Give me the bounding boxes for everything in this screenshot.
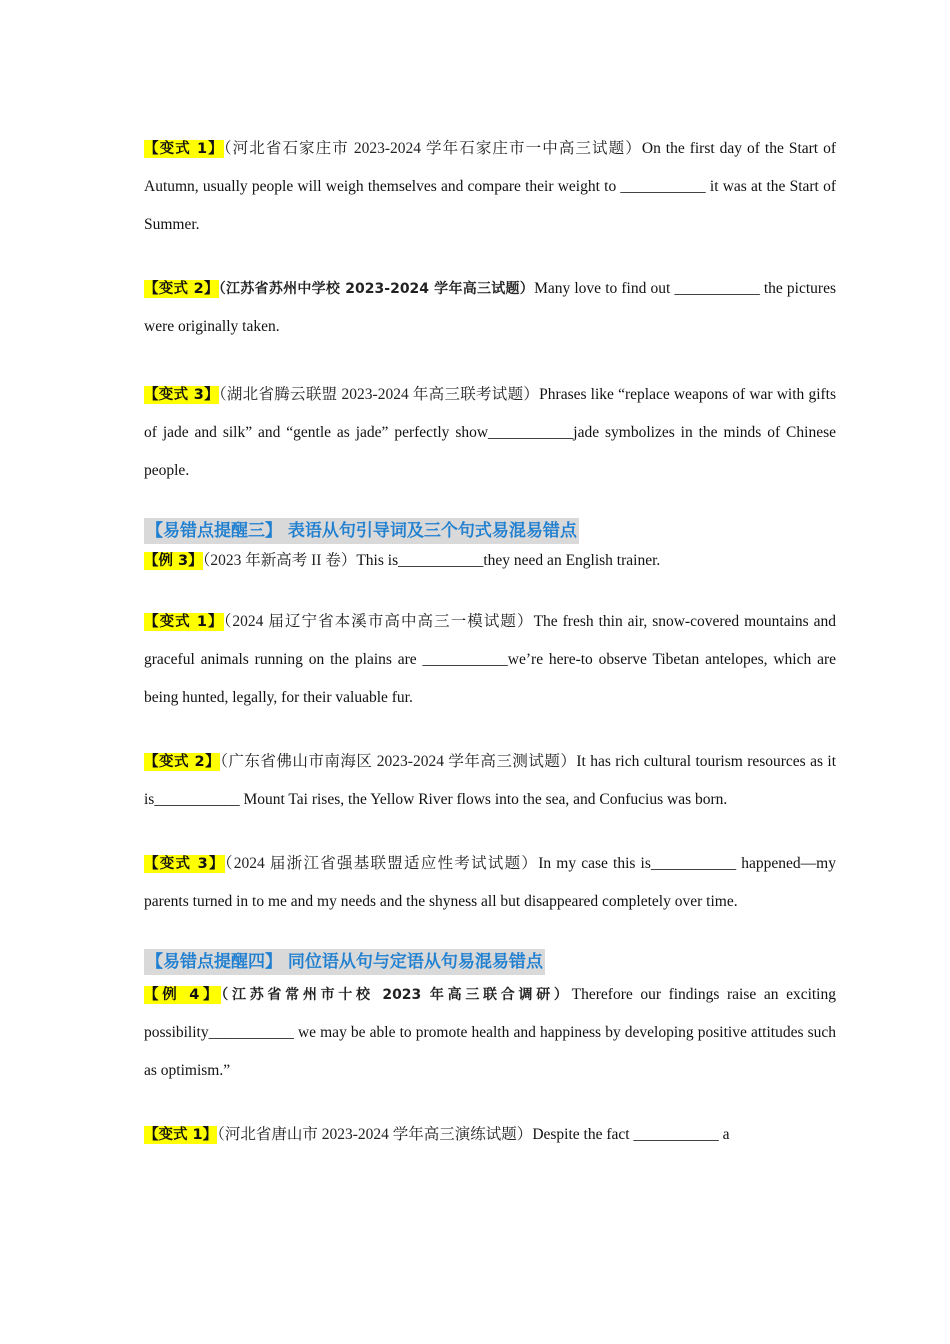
example-source: （江苏省常州市十校 2023 年高三联合调研） [221, 987, 572, 1003]
document-content [144, 130, 836, 1154]
example-text: Therefore our findings raise an exciting possibility___________ we may be able to promote health and happiness by developing positive attitudes such as optimism.” [144, 986, 836, 1079]
exercise-item [144, 845, 836, 921]
exercise-item [144, 376, 836, 490]
exercise-item [144, 743, 836, 819]
section-heading-3: 【易错点提醒三】 表语从句引导词及三个句式易混易错点 [144, 518, 579, 544]
exercise-source: （2024 届浙江省强基联盟适应性考试试题） [224, 855, 539, 872]
example-source: （2023 年新高考 II 卷） [202, 552, 357, 569]
exercise-text: The fresh thin air, snow-covered mountains and graceful animals running on the plains are ___________we’re here-to observe Tibetan antelopes, which are being hunted, legally, for their valuable fur. [144, 613, 836, 706]
exercise-source: （湖北省腾云联盟 2023-2024 年高三联考试题） [218, 386, 540, 403]
exercise-text: It has rich cultural tourism resources as it is___________ Mount Tai rises, the Yellow River flows into the sea, and Confucius was born. [144, 753, 836, 808]
example-tag: 【例 4】 [144, 987, 222, 1003]
exercise-item [144, 1116, 836, 1154]
exercise-source: （2024 届辽宁省本溪市高中高三一模试题） [223, 613, 534, 630]
example-tag: 【例 3】 [144, 553, 203, 569]
exercise-text: Despite the fact ___________ a [532, 1126, 730, 1143]
exercise-text: Phrases like “replace weapons of war with gifts of jade and silk” and “gentle as jade” perfectly show___________jade symbolizes in the minds of Chinese people. [144, 386, 837, 479]
exercise-source: （河北省唐山市 2023-2024 学年高三演练试题） [217, 1126, 533, 1143]
exercise-source: （广东省佛山市南海区 2023-2024 学年高三测试题） [220, 753, 577, 770]
exercise-source: （江苏省苏州中学校 2023-2024 学年高三试题） [218, 281, 535, 297]
exercise-tag: 【变式 3】 [144, 387, 219, 403]
section-heading-4: 【易错点提醒四】 同位语从句与定语从句易混易错点 [144, 949, 545, 975]
example-text: This is___________they need an English trainer. [356, 552, 661, 569]
exercise-item [144, 270, 836, 346]
exercise-tag: 【变式 1】 [144, 614, 224, 630]
exercise-tag: 【变式 2】 [144, 754, 221, 770]
exercise-tag: 【变式 1】 [144, 1127, 218, 1143]
exercise-item [144, 603, 836, 717]
exercise-tag: 【变式 2】 [144, 281, 219, 297]
exercise-text: Many love to find out ___________ the pictures were originally taken. [144, 280, 836, 335]
example-item [144, 976, 836, 1090]
exercise-source: （河北省石家庄市 2023-2024 学年石家庄市一中高三试题） [223, 140, 642, 157]
exercise-text: On the first day of the Start of Autumn, usually people will weigh themselves and compare their weight to ___________ it was at the Start of Summer. [144, 140, 836, 233]
example-item [144, 545, 836, 577]
exercise-item [144, 130, 836, 244]
exercise-tag: 【变式 3】 [144, 856, 225, 872]
exercise-tag: 【变式 1】 [144, 141, 224, 157]
exercise-text: In my case this is___________ happened—my parents turned in to me and my needs and the shyness all but disappeared completely over time. [144, 855, 836, 910]
